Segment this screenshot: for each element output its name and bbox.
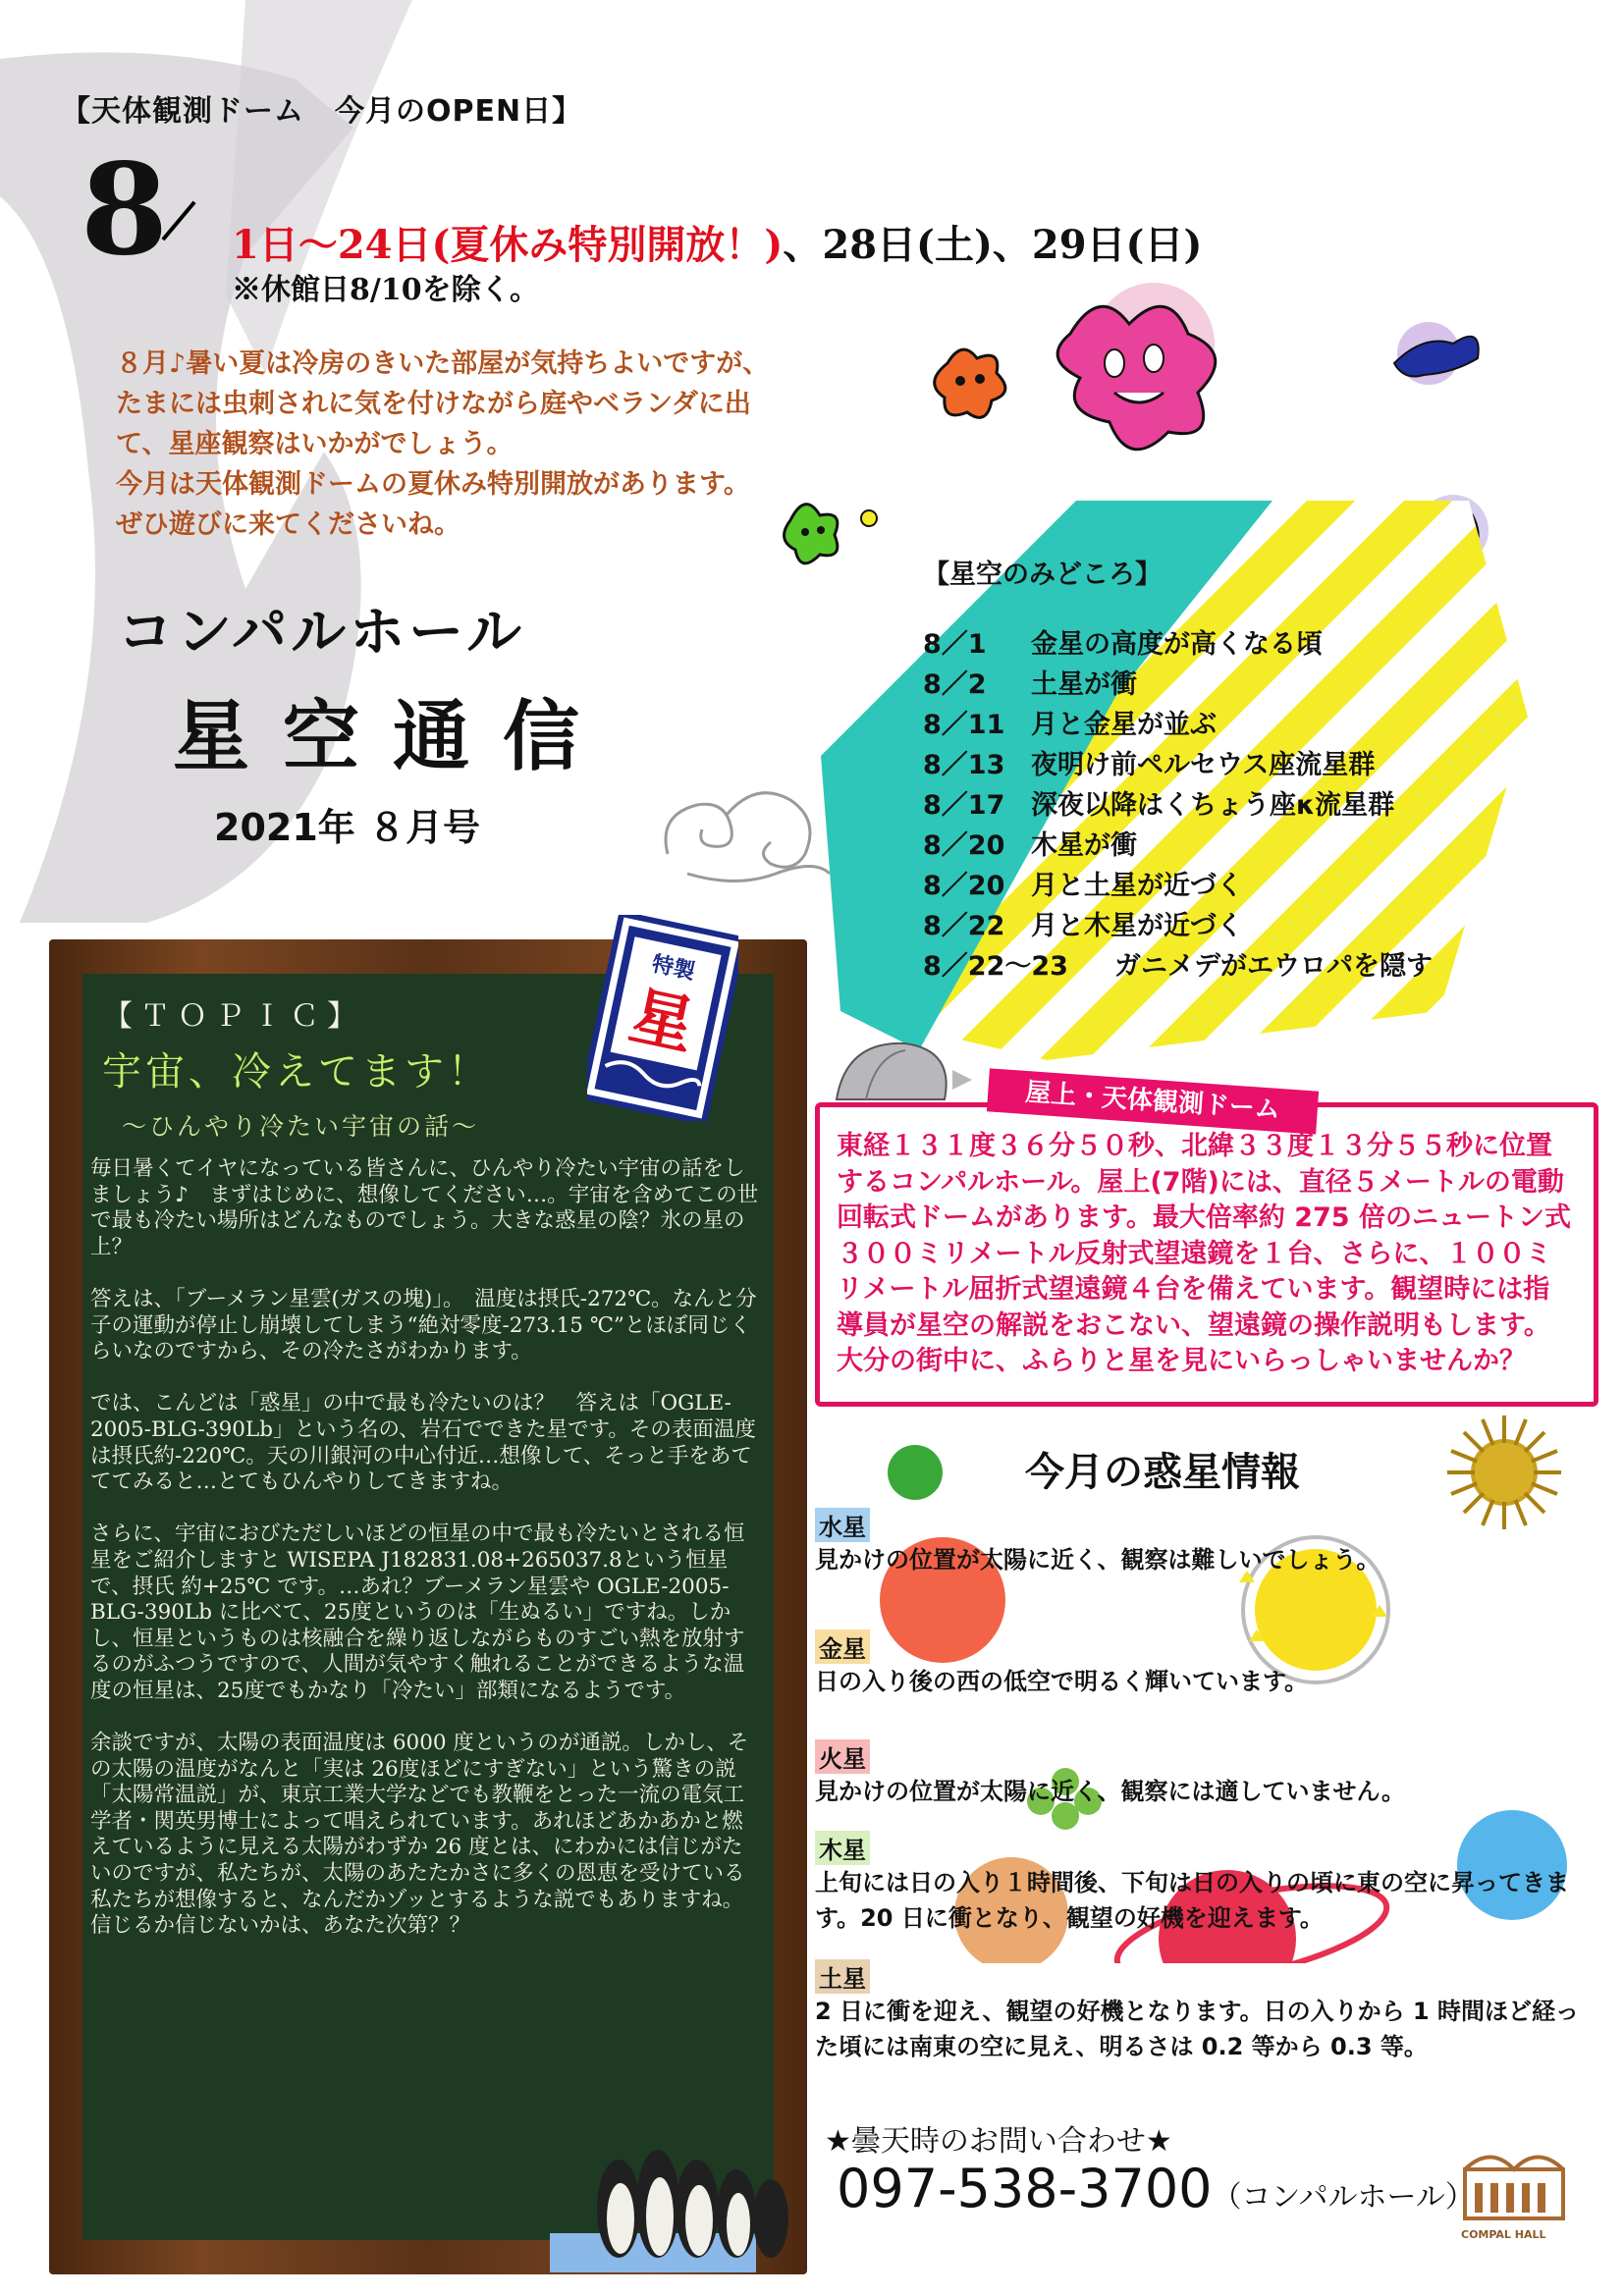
planet-info-heading: 今月の惑星情報 xyxy=(1025,1450,1300,1495)
highlight-date: 8／20 xyxy=(923,871,1005,901)
highlight-item xyxy=(923,785,1433,826)
dome-description: 東経１３１度３６分５０秒、北緯３３度１３分５５秒に位置するコンパルホール。屋上(7階)には、直径５メートルの電動回転式ドームがあります。最大倍率約 275 倍のニュートン式３００ミリメートル反射式望遠鏡を１台、さらに、１００ミリメートル屈折式望遠鏡４台を備えています。観望時には指導員が星空の解説をおこない、望遠鏡の操作説明もします。大分の街中に、ふらりと星を見にいらっしゃいませんか？ xyxy=(837,1131,1571,1376)
swirl-decoration xyxy=(648,775,844,893)
hall-name: コンパルホール xyxy=(118,601,525,665)
highlight-text: ガニメデがエウロパを隠す xyxy=(1114,951,1433,982)
topic-paragraph: 信じるか信じないかは、あなた次第？？ xyxy=(90,1913,471,1939)
planet-name: 土星 xyxy=(815,1959,870,1994)
planet-description: 見かけの位置が太陽に近く、観察には適していません。 xyxy=(815,1778,1405,1805)
topic-subtitle: ～ひんやり冷たい宇宙の話～ xyxy=(122,1112,480,1141)
open-dates-weekend: 、28日(土)、29日(日) xyxy=(783,222,1203,268)
highlight-item xyxy=(923,946,1433,987)
intro-message xyxy=(116,344,862,545)
newsletter-title: 星空通信 xyxy=(173,693,614,781)
open-days-heading: 【天体観測ドーム 今月のOPEN日】 xyxy=(61,94,583,129)
highlight-date: 8／22～23 xyxy=(923,951,1068,982)
highlight-date: 8／22 xyxy=(923,911,1005,941)
planet-name: 火星 xyxy=(815,1739,870,1774)
highlights-title: 【星空のみどころ】 xyxy=(923,560,1162,590)
intro-line: ぜひ遊びに来てくださいね。 xyxy=(116,509,460,540)
highlight-date: 8／1 xyxy=(923,629,987,660)
planet-mars xyxy=(815,1739,1591,1809)
sky-highlights xyxy=(923,555,1433,987)
highlight-item xyxy=(923,624,1433,665)
highlight-date: 8／11 xyxy=(923,710,1005,740)
topic-label: 【ＴＯＰＩＣ】 xyxy=(103,999,364,1034)
open-dates xyxy=(232,214,1202,270)
topic-paragraph: 余談ですが、太陽の表面温度は 6000 度というのが通説。しかし、その太陽の温度がなんと「実は 26度ほどにすぎない」という驚きの説「太陽常温説」が、東京工業大学などでも教鞭をとった一流の電気工学者・関英男博士によって唱えられています。あれほどあかあかと燃えているように見える太陽がわずか 26 度とは、にわかには信じがたいのですが、私たちが、太陽のあたたかさに多くの恩恵を受けている私たちが想像すると、なんだかゾッとするような説でもありますね。 xyxy=(90,1731,749,1912)
highlight-text: 月と金星が並ぶ xyxy=(1031,710,1217,740)
contact-phone xyxy=(837,2158,1475,2219)
topic-body xyxy=(90,1156,762,1965)
contact-hall: （コンパルホール） xyxy=(1212,2180,1475,2215)
topic-paragraph: では、こんどは「惑星」の中で最も冷たいのは？ 答えは「OGLE-2005-BLG-390Lb」という名の、岩石でできた星です。その表面温度は摂氏約-220℃。天の川銀河の中心付近…想像して、そっと手をあてててみると…とてもひんやりしてきますね。 xyxy=(90,1391,756,1495)
intro-line: ８月♪暑い夏は冷房のきいた部屋が気持ちよいですが、 xyxy=(116,348,770,379)
pack-top-text: 特製 xyxy=(649,951,697,986)
planet-name: 木星 xyxy=(815,1831,870,1865)
issue-label: 2021年 ８月号 xyxy=(214,806,480,849)
planet-description: 日の入り後の西の低空で明るく輝いています。 xyxy=(815,1668,1309,1695)
topic-title: 宇宙、冷えてます！ xyxy=(102,1049,491,1095)
highlight-date: 8／2 xyxy=(923,669,987,700)
topic-paragraph: 答えは、「ブーメラン星雲(ガスの塊)」。 温度は摂氏-272℃。なんと分子の運動が停止し崩壊してしまう“絶対零度-273.15 ℃”とほぼ同じくらいなのですから、その冷たさがわかります。 xyxy=(90,1286,757,1364)
phone-number[interactable]: 097-538-3700 xyxy=(837,2158,1213,2219)
planet-name: 水星 xyxy=(815,1508,870,1542)
planet-description: 2 日に衝を迎え、観望の好機となります。日の入りから 1 時間ほど経った頃には南東の空に見え、明るさは 0.2 等から 0.3 等。 xyxy=(815,1998,1579,2060)
planet-venus xyxy=(815,1629,1591,1699)
intro-line: て、星座観察はいかがでしょう。 xyxy=(116,429,514,459)
planet-jupiter xyxy=(815,1831,1591,1936)
highlight-text: 深夜以降はくちょう座κ流星群 xyxy=(1031,790,1395,821)
intro-line: 今月は天体観測ドームの夏休み特別開放があります。 xyxy=(116,469,750,500)
dome-illustration xyxy=(827,1036,974,1104)
compal-hall-logo xyxy=(1461,2140,1567,2222)
highlight-item xyxy=(923,866,1433,906)
highlight-text: 土星が衝 xyxy=(1031,669,1137,700)
star-package-illustration xyxy=(587,915,738,1121)
intro-line: たまには虫刺されに気を付けながら庭やベランダに出 xyxy=(116,389,751,419)
highlight-item xyxy=(923,665,1433,705)
highlight-text: 金星の高度が高くなる頃 xyxy=(1031,629,1323,660)
topic-paragraph: 毎日暑くてイヤになっている皆さんに、ひんやり冷たい宇宙の話をしましょう♪ まずはじめに、想像してください…。宇宙を含めてこの世で最も冷たい場所はどんなものでしょう。大きな惑星の陰？氷の星の上？ xyxy=(90,1156,759,1259)
planet-saturn xyxy=(815,1959,1591,2064)
planet-name: 金星 xyxy=(815,1629,870,1664)
open-dates-special: 1日～24日(夏休み特別開放！) xyxy=(232,222,784,268)
logo-text: COMPAL HALL xyxy=(1461,2228,1546,2241)
highlight-text: 夜明け前ペルセウス座流星群 xyxy=(1031,750,1376,780)
penguins-illustration xyxy=(550,2130,805,2287)
contact-label: ★曇天時のお問い合わせ★ xyxy=(825,2124,1172,2159)
highlight-item xyxy=(923,705,1433,745)
pack-main-text: 星 xyxy=(623,980,701,1064)
highlight-item xyxy=(923,745,1433,785)
open-month-number: 8 xyxy=(81,136,169,284)
dome-tag: 屋上・天体観測ドーム xyxy=(987,1068,1319,1134)
highlight-text: 月と木星が近づく xyxy=(1031,911,1243,941)
highlight-item xyxy=(923,906,1433,946)
highlight-item xyxy=(923,826,1433,866)
topic-paragraph: さらに、宇宙におびただしいほどの恒星の中で最も冷たいとされる恒星をご紹介しますと WISEPA J182831.08+265037.8という恒星で、摂氏 約+25℃ です。…あれ？ブーメラン星雲や OGLE-2005-BLG-390Lb に比べて、25度というのは「生ぬるい」ですね。しかし、恒星というものは核融合を繰り返しながらものすごい熱を放射するのがふつうですので、人間が気やすく触れることができるような温度の恒星は、25度でもかなり「冷たい」部類になるようです。 xyxy=(90,1522,745,1703)
highlight-date: 8／20 xyxy=(923,830,1005,861)
closed-day-note: ※休館日8/10を除く。 xyxy=(232,273,539,307)
planet-description: 見かけの位置が太陽に近く、観察は難しいでしょう。 xyxy=(815,1546,1380,1574)
highlight-date: 8／13 xyxy=(923,750,1005,780)
highlight-text: 月と土星が近づく xyxy=(1031,871,1243,901)
planet-mercury xyxy=(815,1508,1591,1577)
highlight-text: 木星が衝 xyxy=(1031,830,1137,861)
highlight-date: 8／17 xyxy=(923,790,1005,821)
planet-description: 上旬には日の入り１時間後、下旬は日の入りの頃に東の空に昇ってきます。20 日に衝となり、観望の好機を迎えます。 xyxy=(815,1869,1569,1932)
